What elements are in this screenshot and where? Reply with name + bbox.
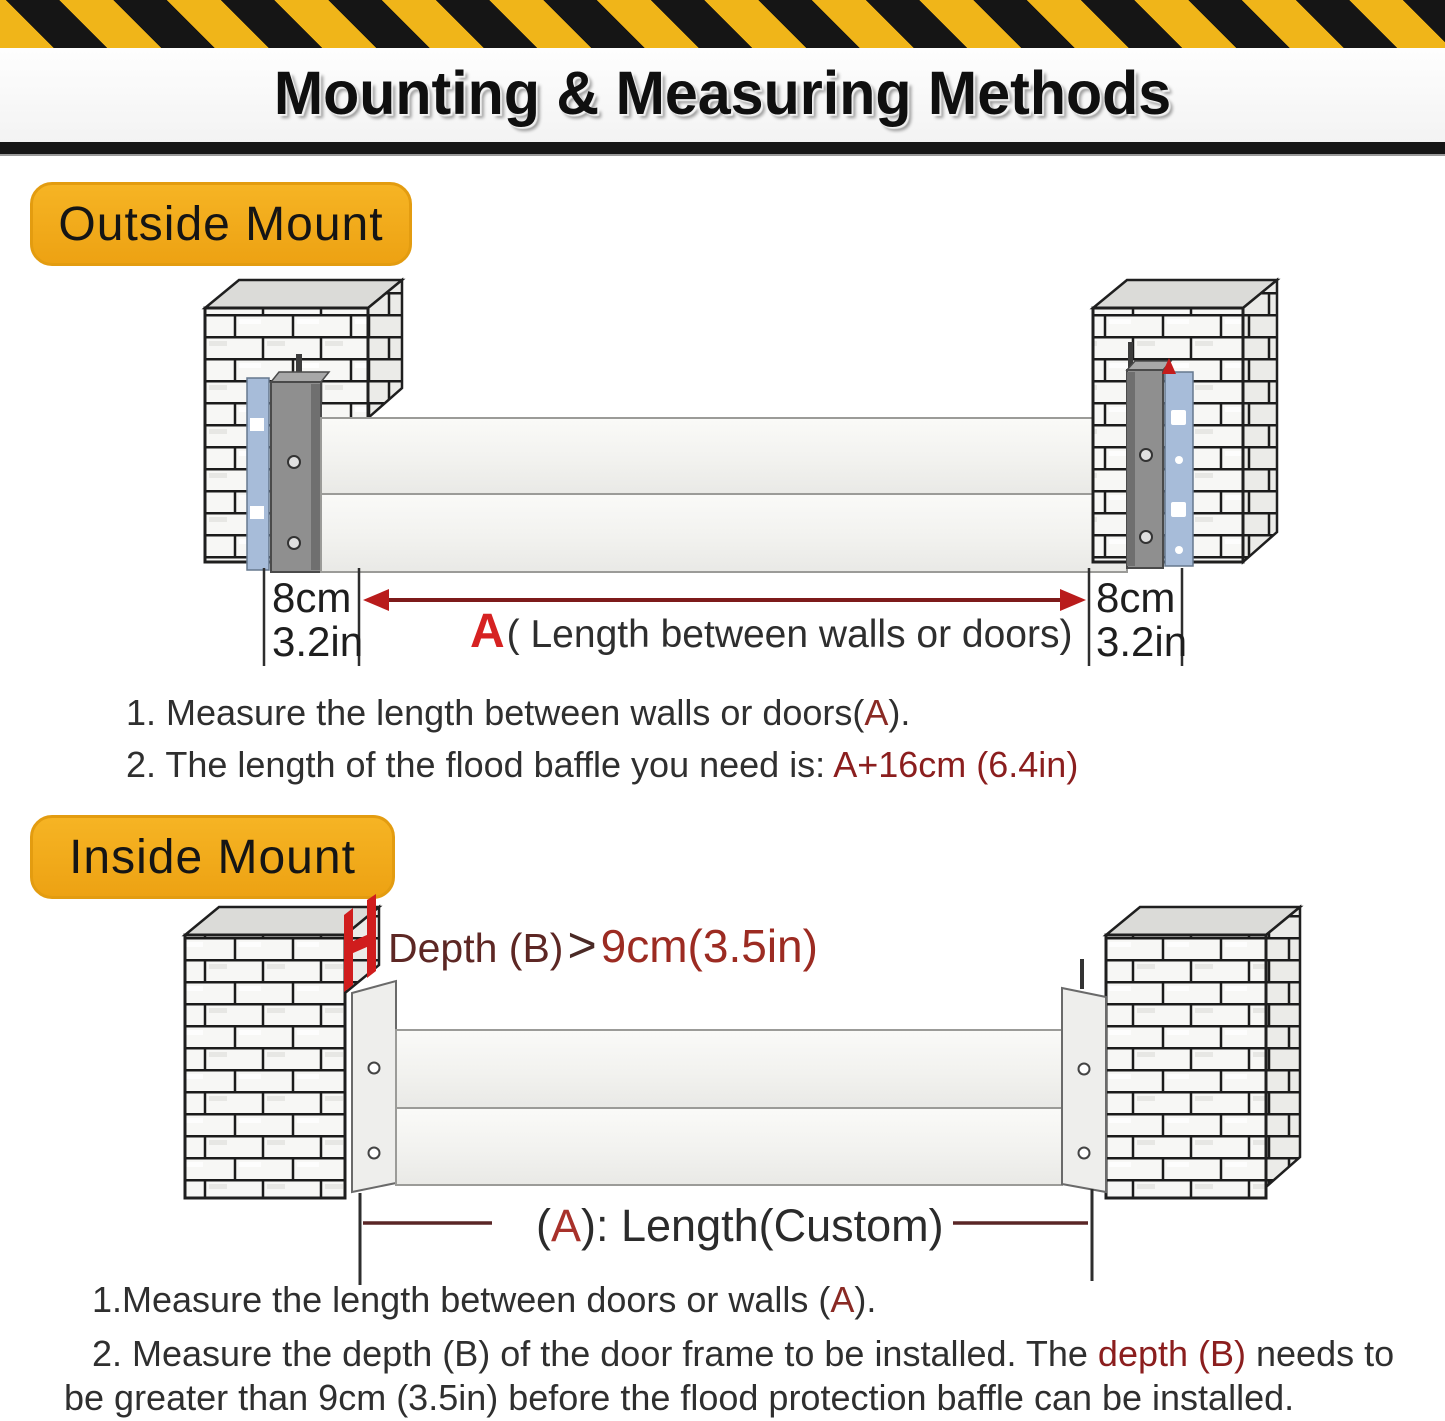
- inside-step-2-text: 2. Measure the depth (B) of the door frame to be installed. The: [92, 1333, 1098, 1374]
- right-mount-bracket: [1062, 988, 1106, 1192]
- inside-mount-steps: [64, 1278, 1436, 1421]
- left-offset-cm: 8cm: [272, 574, 352, 621]
- outside-mount-label: [30, 182, 412, 266]
- inside-step-1-text: 1.Measure the length between doors or walls (: [92, 1279, 831, 1320]
- length-custom-annotation: [536, 1200, 944, 1252]
- flood-baffle-panels: [321, 418, 1127, 572]
- outside-step-2-highlight: A+16cm (6.4in): [833, 744, 1079, 785]
- length-a-text: ( Length between walls or doors): [506, 613, 1073, 656]
- inside-step-1: [64, 1278, 1436, 1322]
- outside-mount-label-text: Outside Mount: [58, 197, 384, 251]
- right-offset-dimension: [1096, 576, 1187, 664]
- right-offset-cm: 8cm: [1096, 574, 1176, 621]
- length-a-annotation: [470, 604, 1072, 659]
- divider-bar: [0, 142, 1445, 156]
- outside-step-2: [126, 740, 1326, 790]
- depth-b-value: 9cm(3.5in): [600, 920, 818, 972]
- inside-step-2-highlight: depth (B): [1097, 1333, 1246, 1374]
- outside-step-1-highlight: A: [864, 692, 889, 733]
- page-title: Mounting & Measuring Methods: [273, 59, 1172, 127]
- length-custom-letter: A: [551, 1200, 582, 1251]
- outside-step-1-suffix: ).: [888, 692, 911, 733]
- depth-b-annotation: [388, 916, 818, 974]
- right-offset-in: 3.2in: [1096, 618, 1188, 665]
- inside-step-2: [64, 1332, 1436, 1420]
- outside-mount-steps: [126, 688, 1326, 792]
- inside-step-1-suffix: ).: [854, 1279, 877, 1320]
- left-seal-strip: [247, 378, 269, 570]
- left-offset-dimension: [272, 576, 363, 664]
- depth-b-text: Depth (B): [388, 925, 564, 971]
- inside-step-1-highlight: A: [830, 1279, 855, 1320]
- length-a-letter: A: [470, 605, 505, 658]
- outside-step-1-text: 1. Measure the length between walls or doors(: [126, 692, 865, 733]
- length-custom-open: (: [536, 1200, 551, 1251]
- length-custom-text: ): Length(Custom): [581, 1200, 944, 1251]
- inside-mount-label: [30, 815, 395, 899]
- inside-mount-label-text: Inside Mount: [69, 830, 356, 884]
- hazard-stripe-band: [0, 0, 1445, 48]
- inside-step-2-suffix: needs to be greater than 9cm (3.5in) before the flood protection baffle can be installed.: [64, 1333, 1395, 1418]
- greater-than-symbol: >: [567, 917, 597, 973]
- flood-baffle-panels: [396, 1030, 1062, 1185]
- outside-step-1: [126, 688, 1326, 738]
- right-brick-pillar: [1106, 907, 1300, 1198]
- outside-step-2-text: 2. The length of the flood baffle you need is:: [126, 744, 834, 785]
- right-seal-strip: [1165, 372, 1193, 566]
- left-mount-bracket: [352, 981, 396, 1192]
- right-rod: [1080, 959, 1084, 989]
- left-offset-in: 3.2in: [272, 618, 364, 665]
